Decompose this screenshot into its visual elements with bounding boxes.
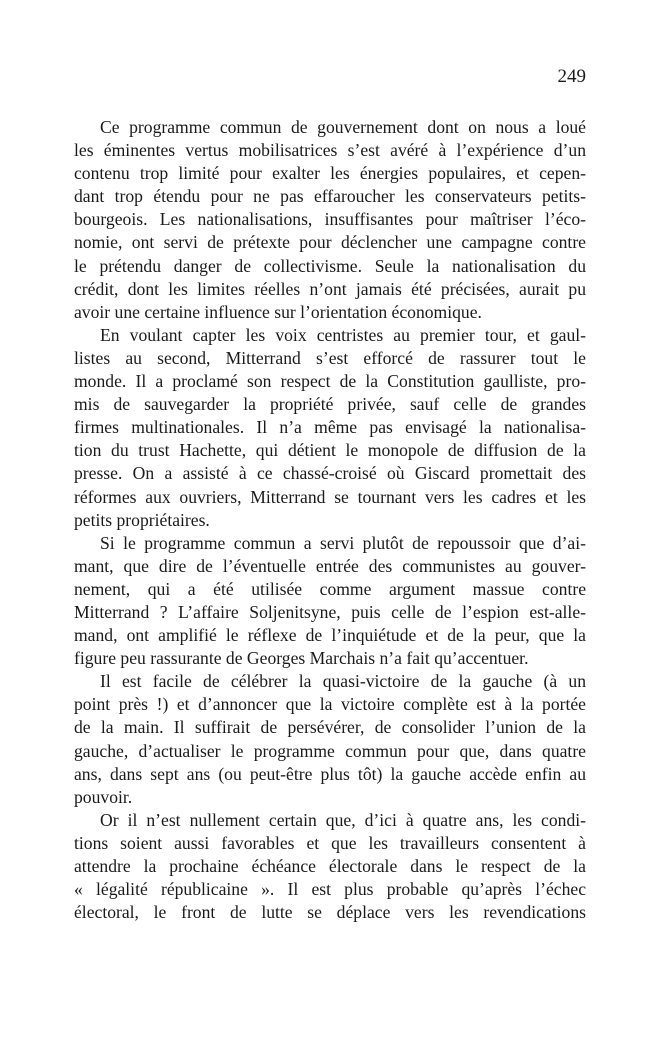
text-line: Mitterrand ? L’affaire Soljenitsyne, puis celle de l’espion est-alle-	[74, 601, 586, 622]
text-line: tion du trust Hachette, qui détient le monopole de diffusion de la	[74, 440, 586, 461]
text-line: gauche, d’actualiser le programme commun pour que, dans quatre	[74, 740, 586, 761]
text-line: figure peu rassurante de Georges Marchais n’a fait qu’accentuer.	[74, 648, 529, 669]
text-line: électoral, le front de lutte se déplace vers les revendications	[74, 902, 586, 923]
text-line: tions soient aussi favorables et que les travailleurs consentent à	[74, 832, 586, 853]
text-line: firmes multinationales. Il n’a même pas envisagé la nationalisa-	[74, 417, 586, 438]
text-line: monde. Il a proclamé son respect de la Constitution gaulliste, pro-	[74, 371, 586, 392]
text-line: nomie, ont servi de prétexte pour déclencher une campagne contre	[74, 232, 586, 253]
text-line: nement, qui a été utilisée comme argument massue contre	[74, 578, 586, 599]
text-line: dant trop étendu pour ne pas effaroucher les conservateurs petits-	[74, 186, 586, 207]
text-line: presse. On a assisté à ce chassé-croisé où Giscard promettait des	[74, 463, 586, 484]
text-line: bourgeois. Les nationalisations, insuffisantes pour maîtriser l’éco-	[74, 209, 586, 230]
text-line: En voulant capter les voix centristes au premier tour, et gaul-	[100, 324, 586, 345]
text-line: attendre la prochaine échéance électorale dans le respect de la	[74, 856, 586, 876]
paragraph	[74, 116, 586, 324]
body-text	[74, 116, 586, 924]
text-line: Or il n’est nullement certain que, d’ici à quatre ans, les condi-	[100, 809, 586, 830]
text-line: mand, ont amplifié le réflexe de l’inquiétude et de la peur, que la	[74, 625, 586, 646]
text-line: Ce programme commun de gouvernement dont on nous a loué	[100, 117, 586, 137]
text-line: les éminentes vertus mobilisatrices s’est avéré à l’expérience d’un	[74, 140, 586, 161]
text-line: de la main. Il suffirait de persévérer, de consolider l’union de la	[74, 717, 586, 738]
text-line: petits propriétaires.	[74, 509, 210, 530]
paragraph	[74, 809, 586, 924]
text-line: pouvoir.	[74, 786, 133, 807]
text-line: listes au second, Mitterrand s’est efforcé de rassurer tout le	[74, 347, 586, 368]
text-line: Il est facile de célébrer la quasi-victoire de la gauche (à un	[100, 671, 586, 692]
text-line: « légalité républicaine ». Il est plus probable qu’après l’échec	[74, 879, 586, 900]
text-line: ans, dans sept ans (ou peut-être plus tôt) la gauche accède enfin au	[74, 763, 586, 784]
text-line: crédit, dont les limites réelles n’ont jamais été précisées, aurait pu	[74, 278, 586, 299]
text-line: mant, que dire de l’éventuelle entrée des communistes au gouver-	[74, 555, 586, 576]
paragraph	[74, 324, 586, 532]
paragraph	[74, 532, 586, 671]
text-line: avoir une certaine influence sur l’orientation économique.	[74, 301, 482, 322]
page-number: 249	[557, 66, 586, 87]
text-line: mis de sauvegarder la propriété privée, sauf celle de grandes	[74, 394, 586, 415]
text-line: Si le programme commun a servi plutôt de repoussoir que d’ai-	[100, 532, 586, 553]
text-line: réformes aux ouvriers, Mitterrand se tournant vers les cadres et les	[74, 486, 586, 507]
text-line: point près !) et d’annoncer que la victoire complète est à la portée	[74, 694, 586, 715]
text-line: contenu trop limité pour exalter les énergies populaires, et cepen-	[74, 163, 586, 184]
paragraph	[74, 670, 586, 809]
text-line: le prétendu danger de collectivisme. Seule la nationalisation du	[74, 255, 586, 276]
